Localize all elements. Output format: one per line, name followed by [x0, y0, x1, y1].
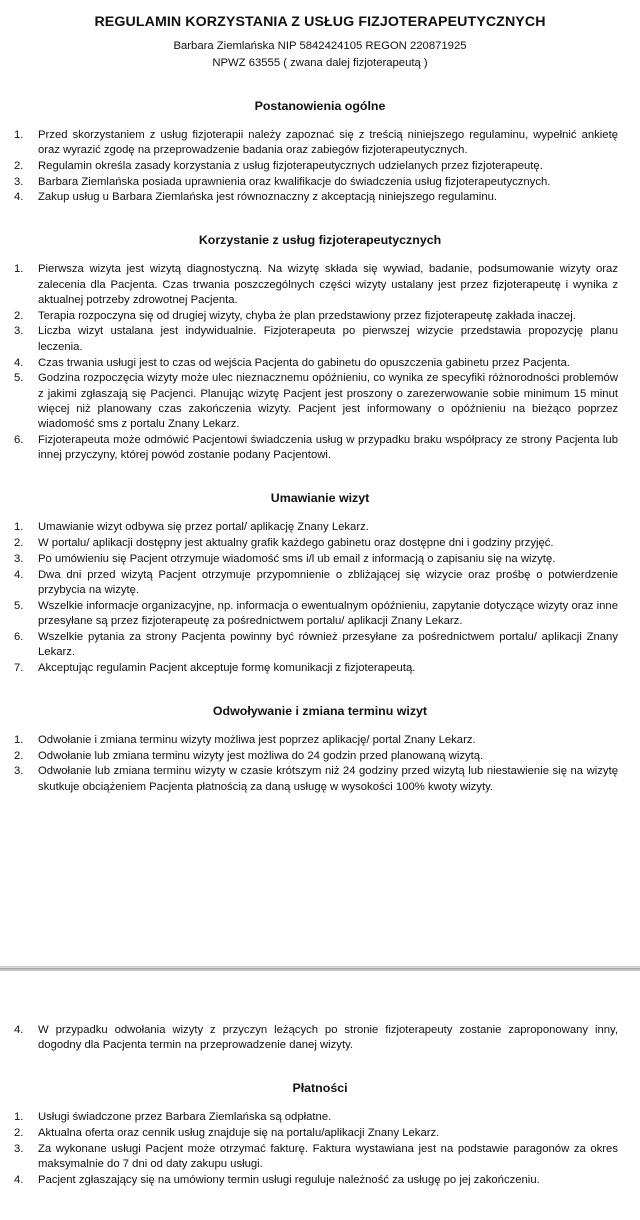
- list-item: Usługi świadczone przez Barbara Ziemlańska są odpłatne.: [38, 1111, 332, 1124]
- document-page-2: [0, 971, 640, 1220]
- list-item: Umawianie wizyt odbywa się przez portal/ aplikację Znany Lekarz.: [38, 521, 369, 534]
- section-list-platnosci: [0, 1096, 640, 1188]
- list-item: Pierwsza wizyta jest wizytą diagnostyczną. Na wizytę składa się wywiad, badanie, podsumowanie wizyty oraz zalecenia dla Pacjenta. Czas trwania poszczególnych części wizyty ustalany jest przez fizjoterapeutę i wynika z aktualnej potrzeby zdrowotnej Pacjenta.: [38, 263, 618, 306]
- list-item: Dwa dni przed wizytą Pacjent otrzymuje przypomnienie o zbliżającej się wizycie oraz prośbę o potwierdzenie przybycia na wizytę.: [38, 568, 618, 596]
- list-item: Liczba wizyt ustalana jest indywidualnie. Fizjoterapeuta po pierwszej wizycie przedstawia propozycję planu leczenia.: [38, 325, 618, 353]
- list-item: Odwołanie lub zmiana terminu wizyty jest możliwa do 24 godzin przed planowaną wizytą.: [38, 749, 484, 762]
- list-item: Fizjoterapeuta może odmówić Pacjentowi świadczenia usług w przypadku braku współpracy ze strony Pacjenta lub innej przyczyny, której powód zostanie podany Pacjentowi.: [38, 434, 618, 462]
- section-heading-odwolywanie-i-zmiana-terminu: Odwoływanie i zmiana terminu wizyt: [212, 703, 428, 718]
- list-item: Odwołanie lub zmiana terminu wizyty w czasie krótszym niż 24 godziny przed wizytą lub niestawienie się na wizytę skutkuje obciążeniem Pacjenta płatnością za daną usługę w wysokości 100% kwoty wizyty.: [38, 765, 618, 793]
- list-item: Za wykonane usługi Pacjent może otrzymać fakturę. Faktura wystawiana jest na podstawie paragonów za okres maksymalnie do 7 dni od daty zakupu usługi.: [38, 1142, 618, 1171]
- page-2-top-margin: [0, 971, 640, 1009]
- document-subtitle-line-2: NPWZ 63555 ( zwana dalej fizjoterapeutą ): [212, 57, 428, 70]
- list-item: W przypadku odwołania wizyty z przyczyn leżących po stronie fizjoterapeuty zostanie zaproponowany inny, dogodny dla Pacjenta termin na przeprowadzenie danej wizyty.: [38, 1024, 618, 1052]
- list-item: Wszelkie informacje organizacyjne, np. informacja o ewentualnym opóźnieniu, zapytanie dotyczące wizyty oraz inne przesyłane są przez fizjoterapeutę za pośrednictwem portalu/ aplikacji Znany Lekarz.: [38, 599, 618, 627]
- section-list-postanowienia-ogolne: [0, 114, 640, 206]
- list-item: Godzina rozpoczęcia wizyty może ulec nieznacznemu opóźnieniu, co wynika ze specyfiki różnorodności problemów z jakimi zgłaszają się Pacjenci. Planując wizytę Pacjent jest proszony o zarezerwowanie sobie minimum 15 minut więcej niż planowany czas zakończenia wizyty. Pacjent jest informowany o opóźnieniu na bieżąco poprzez wiadomość sms z portalu Znany Lekarz.: [38, 372, 618, 431]
- document-title: REGULAMIN KORZYSTANIA Z USŁUG FIZJOTERAPEUTYCZNYCH: [94, 14, 546, 30]
- section-heading-postanowienia-ogolne: Postanowienia ogólne: [254, 98, 386, 113]
- list-item: Odwołanie i zmiana terminu wizyty możliwa jest poprzez aplikację/ portal Znany Lekarz.: [38, 733, 476, 746]
- list-item: Barbara Ziemlańska posiada uprawnienia oraz kwalifikacje do świadczenia usług fizjoterapeutycznych.: [38, 175, 551, 188]
- list-item: Po umówieniu się Pacjent otrzymuje wiadomość sms i/l ub email z informacją o zapisaniu się na wizytę.: [38, 552, 556, 565]
- list-item: Regulamin określa zasady korzystania z usług fizjoterapeutycznych udzielanych przez fizjoterapeutę.: [38, 159, 543, 172]
- list-item: Wszelkie pytania za strony Pacjenta powinny być również przesyłane za pośrednictwem portalu/ aplikacji Znany Lekarz.: [38, 630, 618, 659]
- list-item: Pacjent zgłaszający się na umówiony termin usługi reguluje należność za usługę po jej zakończeniu.: [38, 1173, 540, 1186]
- section-heading-umawianie-wizyt: Umawianie wizyt: [270, 491, 370, 506]
- section-list-korzystanie-z-uslug: [0, 248, 640, 463]
- section-heading-platnosci: Płatności: [292, 1081, 348, 1096]
- list-item: Czas trwania usługi jest to czas od wejścia Pacjenta do gabinetu do opuszczenia gabinetu przez Pacjenta.: [38, 356, 570, 369]
- document-subtitle-line-1: Barbara Ziemlańska NIP 5842424105 REGON 220871925: [173, 39, 467, 52]
- list-item: Zakup usług u Barbara Ziemlańska jest równoznaczny z akceptacją niniejszego regulaminu.: [38, 191, 498, 204]
- section-list-odwolywanie-i-zmiana-terminu: [0, 719, 640, 795]
- section-heading-korzystanie-z-uslug: Korzystanie z usług fizjoterapeutycznych: [198, 233, 442, 248]
- list-item: Terapia rozpoczyna się od drugiej wizyty, chyba że plan przedstawiony przez fizjoterapeutę zakłada inaczej.: [38, 309, 576, 322]
- section-list-umawianie-wizyt: [0, 506, 640, 676]
- list-item: Akceptując regulamin Pacjent akceptuje formę komunikacji z fizjoterapeutą.: [38, 661, 416, 674]
- list-item: Przed skorzystaniem z usług fizjoterapii należy zapoznać się z treścią niniejszego regulaminu, wypełnić ankietę oraz wyrazić zgodę na przeprowadzenie badania oraz zabiegów fizjoterapeutycznych.: [38, 128, 618, 156]
- list-item: Aktualna oferta oraz cennik usług znajduje się na portalu/aplikacji Znany Lekarz.: [38, 1127, 440, 1140]
- list-item: W portalu/ aplikacji dostępny jest aktualny grafik każdego gabinetu oraz dostępne dni i godziny przyjęć.: [38, 537, 554, 550]
- section-list-odwolywanie-continued: [0, 1009, 640, 1054]
